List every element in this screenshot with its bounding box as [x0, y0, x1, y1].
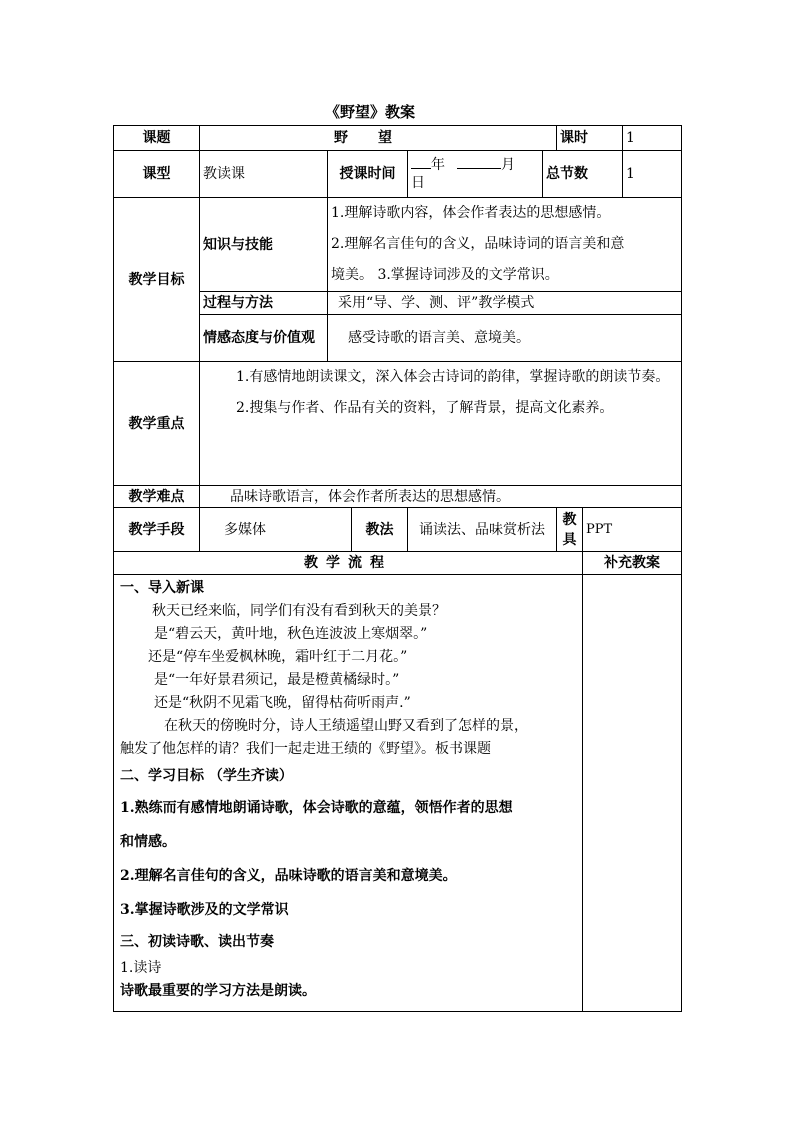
- row-knowledge: [114, 198, 682, 292]
- process-value: 采用“导、学、测、评”教学模式: [328, 292, 682, 315]
- row-key-points: [114, 362, 682, 486]
- row-flow-header: [114, 552, 682, 575]
- method-label: 教法: [352, 508, 408, 552]
- lesson-plan-table: [113, 125, 682, 1012]
- knowledge-label: 知识与技能: [200, 198, 328, 292]
- row-difficulty: [114, 486, 682, 508]
- difficulty-value: 品味诗歌语言，体会作者所表达的思想感情。: [200, 486, 682, 508]
- process-label: 过程与方法: [200, 292, 328, 315]
- goal-line: 2.理解名言佳句的含义，品味诗歌的语言美和意境美。: [120, 868, 457, 884]
- hours-label: 课时: [557, 126, 623, 151]
- means-value: 多媒体: [200, 508, 352, 552]
- goal-line: 和情感。: [120, 834, 176, 850]
- topic-value: 野望: [200, 126, 557, 151]
- difficulty-label: 教学难点: [114, 486, 200, 508]
- intro-line: 是“一年好景君须记，最是橙黄橘绿时。”: [154, 672, 400, 688]
- tools-value: PPT: [583, 508, 682, 552]
- row-type: [114, 151, 682, 198]
- method-value: 诵读法、品味赏析法: [408, 508, 557, 552]
- emotion-label: 情感态度与价值观: [200, 315, 328, 362]
- intro-line: 还是“秋阴不见霜飞晚，留得枯荷听雨声.”: [154, 695, 411, 711]
- flow-content: [114, 575, 583, 1012]
- total-value: 1: [623, 151, 682, 198]
- time-label: 授课时间: [328, 151, 408, 198]
- intro-line: 触发了他怎样的请？我们一起走进王绩的《野望》。板书课题: [120, 741, 491, 757]
- key-points-value: 1.有感情地朗读课文，深入体会古诗词的韵律，掌握诗歌的朗读节奏。 2.搜集与作者、作品有关的资料，了解背景，提高文化素养。: [200, 362, 682, 486]
- total-label: 总节数: [543, 151, 623, 198]
- row-topic: [114, 126, 682, 151]
- means-label: 教学手段: [114, 508, 200, 552]
- section-reading-title: 三、初读诗歌、读出节奏: [120, 934, 274, 950]
- emotion-value: 感受诗歌的语言美、意境美。: [328, 315, 682, 362]
- step-read-note: 诗歌最重要的学习方法是朗读。: [120, 983, 316, 999]
- step-read: 1.读诗: [120, 960, 162, 976]
- document-title: 《野望》教案: [324, 103, 415, 121]
- row-emotion: [114, 315, 682, 362]
- intro-line: 是“碧云天，黄叶地，秋色连波波上寒烟翠。”: [154, 626, 428, 642]
- goal-line: 3.掌握诗歌涉及的文学常识: [120, 902, 289, 918]
- section-intro-title: 一、导入新课: [120, 580, 204, 596]
- row-means: [114, 508, 682, 552]
- objectives-label: 教学目标: [114, 198, 200, 362]
- knowledge-value: 1.理解诗歌内容，体会作者表达的思想感情。 2.理解名言佳句的含义，品味诗词的语言美和意 境美。 3.掌握诗词涉及的文学常识。: [328, 198, 682, 292]
- key-points-label: 教学重点: [114, 362, 200, 486]
- tools-label: 教具: [557, 508, 583, 552]
- flow-header: 教学流程: [114, 552, 583, 575]
- goal-line: 1.熟练而有感情地朗诵诗歌，体会诗歌的意蕴，领悟作者的思想: [120, 800, 513, 816]
- row-process: [114, 292, 682, 315]
- hours-value: 1: [623, 126, 682, 151]
- supplement-content: [583, 575, 682, 1012]
- type-label: 课型: [114, 151, 200, 198]
- type-value: 教读课: [200, 151, 328, 198]
- time-value: 年 月 日: [408, 151, 543, 198]
- row-flow-body: [114, 575, 682, 1012]
- intro-line: 秋天已经来临，同学们有没有看到秋天的美景？: [152, 603, 446, 619]
- section-goals-title: 二、学习目标 （学生齐读）: [120, 768, 293, 784]
- topic-label: 课题: [114, 126, 200, 151]
- intro-line: 还是“停车坐爱枫林晚，霜叶红于二月花。”: [148, 649, 408, 665]
- supplement-header: 补充教案: [583, 552, 682, 575]
- intro-line: 在秋天的傍晚时分，诗人王绩遥望山野又看到了怎样的景，: [164, 718, 528, 734]
